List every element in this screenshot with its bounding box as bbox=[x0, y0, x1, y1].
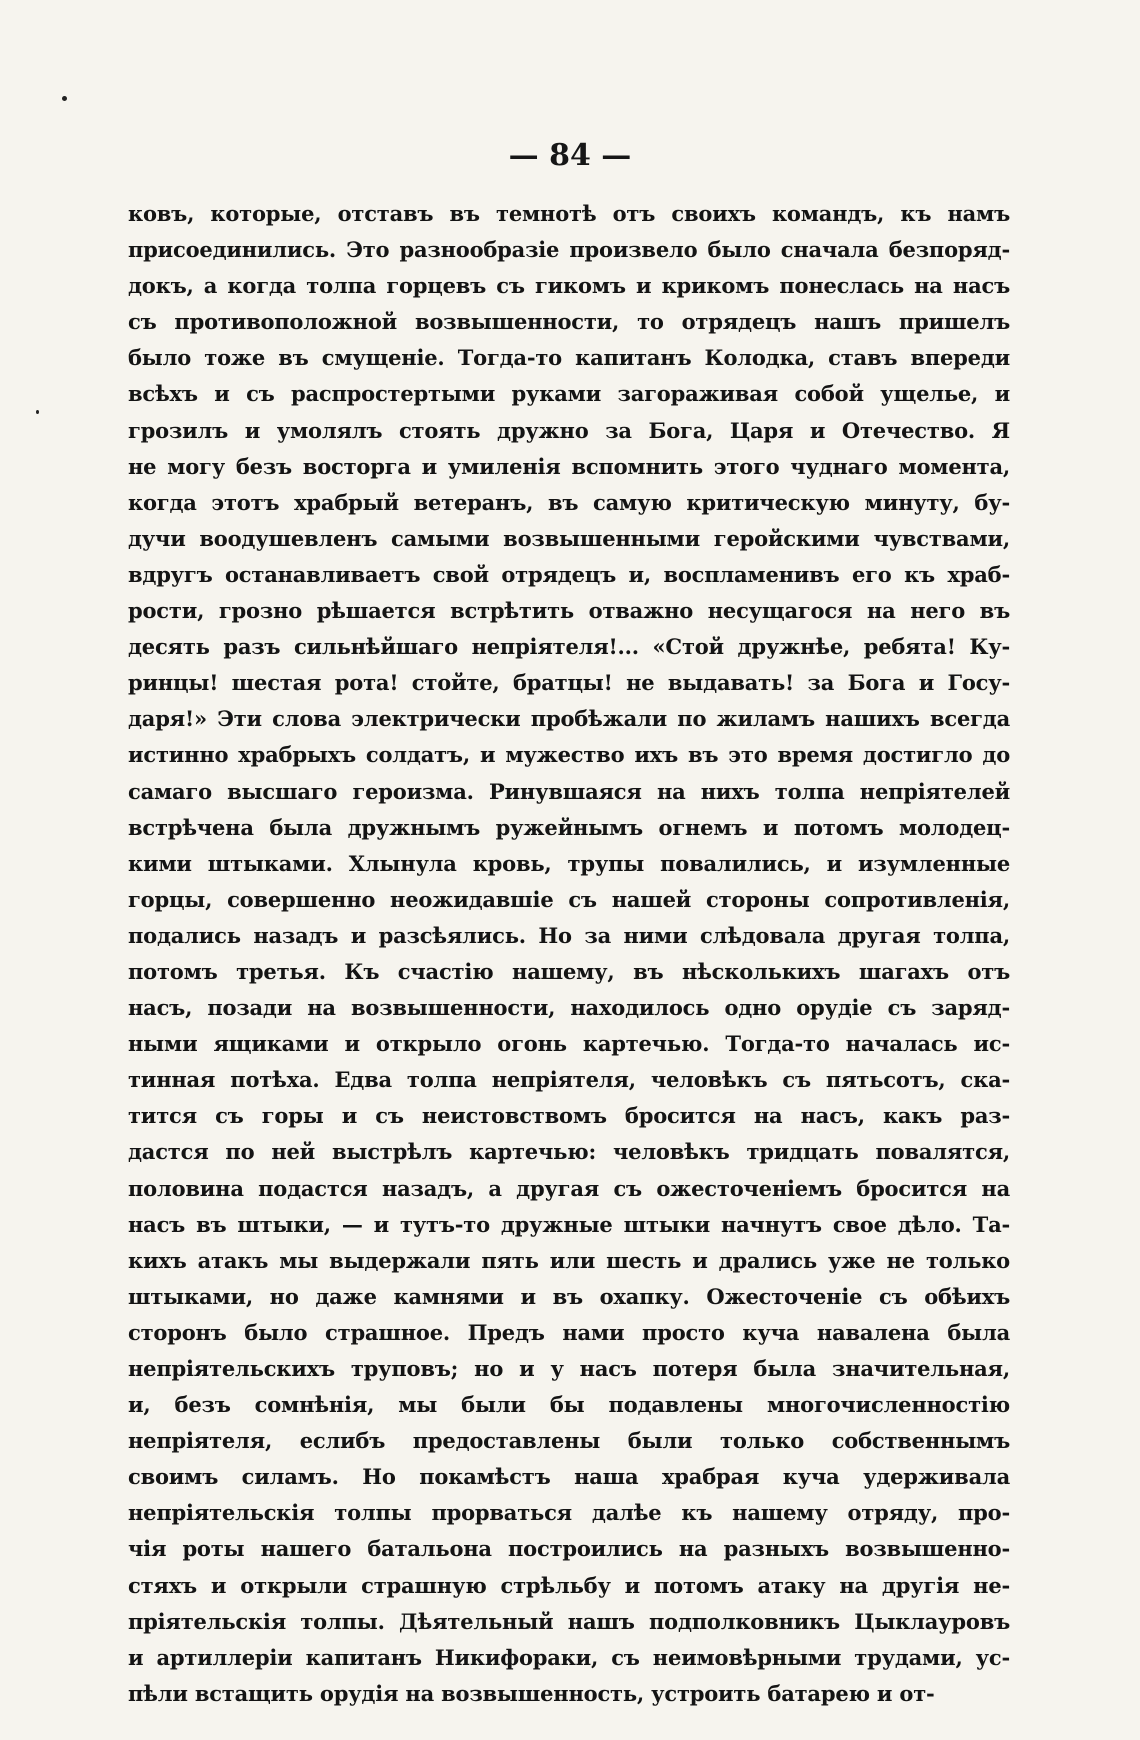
text-line: потомъ третья. Къ счастію нашему, въ нѣсколькихъ шагахъ отъ bbox=[128, 958, 1010, 984]
text-line: когда этотъ храбрый ветеранъ, въ самую критическую минуту, бу- bbox=[128, 489, 1010, 515]
text-line: подались назадъ и разсѣялись. Но за ними слѣдовала другая толпа, bbox=[128, 922, 1010, 948]
text-line: присоединились. Это разнообразіе произвело было сначала безпоряд- bbox=[128, 237, 1010, 263]
text-line: встрѣчена была дружнымъ ружейнымъ огнемъ и потомъ молодец- bbox=[128, 814, 1010, 840]
text-line: сторонъ было страшное. Предъ нами просто куча навалена была bbox=[128, 1319, 1010, 1345]
text-line: десять разъ сильнѣйшаго непріятеля!... «Стой дружнѣе, ребята! Ку- bbox=[128, 634, 1010, 660]
text-line: и, безъ сомнѣнія, мы были бы подавлены многочисленностію bbox=[128, 1392, 1010, 1418]
text-line: докъ, а когда толпа горцевъ съ гикомъ и крикомъ понеслась на насъ bbox=[128, 273, 1010, 299]
text-line: горцы, совершенно неожидавшіе съ нашей стороны сопротивленія, bbox=[128, 886, 1010, 912]
text-line: пріятельскія толпы. Дѣятельный нашъ подполковникъ Цыклауровъ bbox=[128, 1608, 1010, 1634]
text-line: съ противоположной возвышенности, то отрядецъ нашъ пришелъ bbox=[128, 309, 1010, 335]
text-line: дучи воодушевленъ самыми возвышенными геройскими чувствами, bbox=[128, 525, 1010, 551]
text-line: истинно храбрыхъ солдатъ, и мужество ихъ въ это время достигло до bbox=[128, 742, 1010, 768]
text-line: чія роты нашего батальона построились на разныхъ возвышенно- bbox=[128, 1536, 1010, 1562]
text-line: тинная потѣха. Едва толпа непріятеля, человѣкъ съ пятьсотъ, ска- bbox=[128, 1067, 1010, 1093]
text-line: непріятельскія толпы прорваться далѣе къ нашему отряду, про- bbox=[128, 1500, 1010, 1526]
text-line: всѣхъ и съ распростертыми руками загораживая собой ущелье, и bbox=[128, 381, 1010, 407]
text-line: ковъ, которые, отставъ въ темнотѣ отъ своихъ командъ, къ намъ bbox=[128, 201, 1010, 226]
text-line: даря!» Эти слова электрически пробѣжали по жиламъ нашихъ всегда bbox=[128, 706, 1010, 732]
text-line: кихъ атакъ мы выдержали пять или шесть и дрались уже не только bbox=[128, 1247, 1010, 1273]
text-line: своимъ силамъ. Но покамѣстъ наша храбрая куча удерживала bbox=[128, 1464, 1010, 1490]
text-line: стяхъ и открыли страшную стрѣльбу и потомъ атаку на другія не- bbox=[128, 1572, 1010, 1598]
text-line: половина подастся назадъ, а другая съ ожесточеніемъ бросится на bbox=[128, 1175, 1010, 1201]
text-line: было тоже въ смущеніе. Тогда-то капитанъ Колодка, ставъ впереди bbox=[128, 345, 1010, 371]
text-line: вдругъ останавливаетъ свой отрядецъ и, воспламенивъ его къ храб- bbox=[128, 561, 1010, 587]
print-speck bbox=[36, 410, 39, 414]
page-number: — 84 — bbox=[508, 138, 632, 173]
text-line: ными ящиками и открыло огонь картечью. Тогда-то началась ис- bbox=[128, 1031, 1010, 1057]
text-line: самаго высшаго героизма. Ринувшаяся на нихъ толпа непріятелей bbox=[128, 778, 1010, 804]
text-line: тится съ горы и съ неистовствомъ бросится на насъ, какъ раз- bbox=[128, 1103, 1010, 1129]
text-line: грозилъ и умолялъ стоять дружно за Бога, Царя и Отечество. Я bbox=[128, 417, 1010, 443]
text-line: непріятельскихъ труповъ; но и у насъ потеря была значительная, bbox=[128, 1356, 1010, 1381]
text-line: непріятеля, еслибъ предоставлены были только собственнымъ bbox=[128, 1428, 1010, 1454]
text-line: ринцы! шестая рота! стойте, братцы! не выдавать! за Бога и Госу- bbox=[128, 670, 1010, 696]
print-speck bbox=[62, 96, 67, 101]
text-line: и артиллеріи капитанъ Никифораки, съ неимовѣрными трудами, ус- bbox=[128, 1644, 1010, 1670]
text-line: не могу безъ восторга и умиленія вспомнить этого чуднаго момента, bbox=[128, 453, 1010, 479]
body-text bbox=[128, 196, 1010, 1712]
text-line: кими штыками. Хлынула кровь, трупы повалились, и изумленные bbox=[128, 850, 1010, 876]
text-line: пѣли встащить орудія на возвышенность, устроить батарею и от- bbox=[128, 1680, 935, 1706]
text-line: штыками, но даже камнями и въ охапку. Ожесточеніе съ обѣихъ bbox=[128, 1283, 1010, 1309]
text-line: дастся по ней выстрѣлъ картечью: человѣкъ тридцать повалятся, bbox=[128, 1139, 1010, 1165]
text-line: рости, грозно рѣшается встрѣтить отважно несущагося на него въ bbox=[128, 598, 1010, 624]
text-line: насъ, позади на возвышенности, находилось одно орудіе съ заряд- bbox=[128, 995, 1010, 1021]
text-line: насъ въ штыки, — и тутъ-то дружные штыки начнутъ свое дѣло. Та- bbox=[128, 1211, 1010, 1237]
